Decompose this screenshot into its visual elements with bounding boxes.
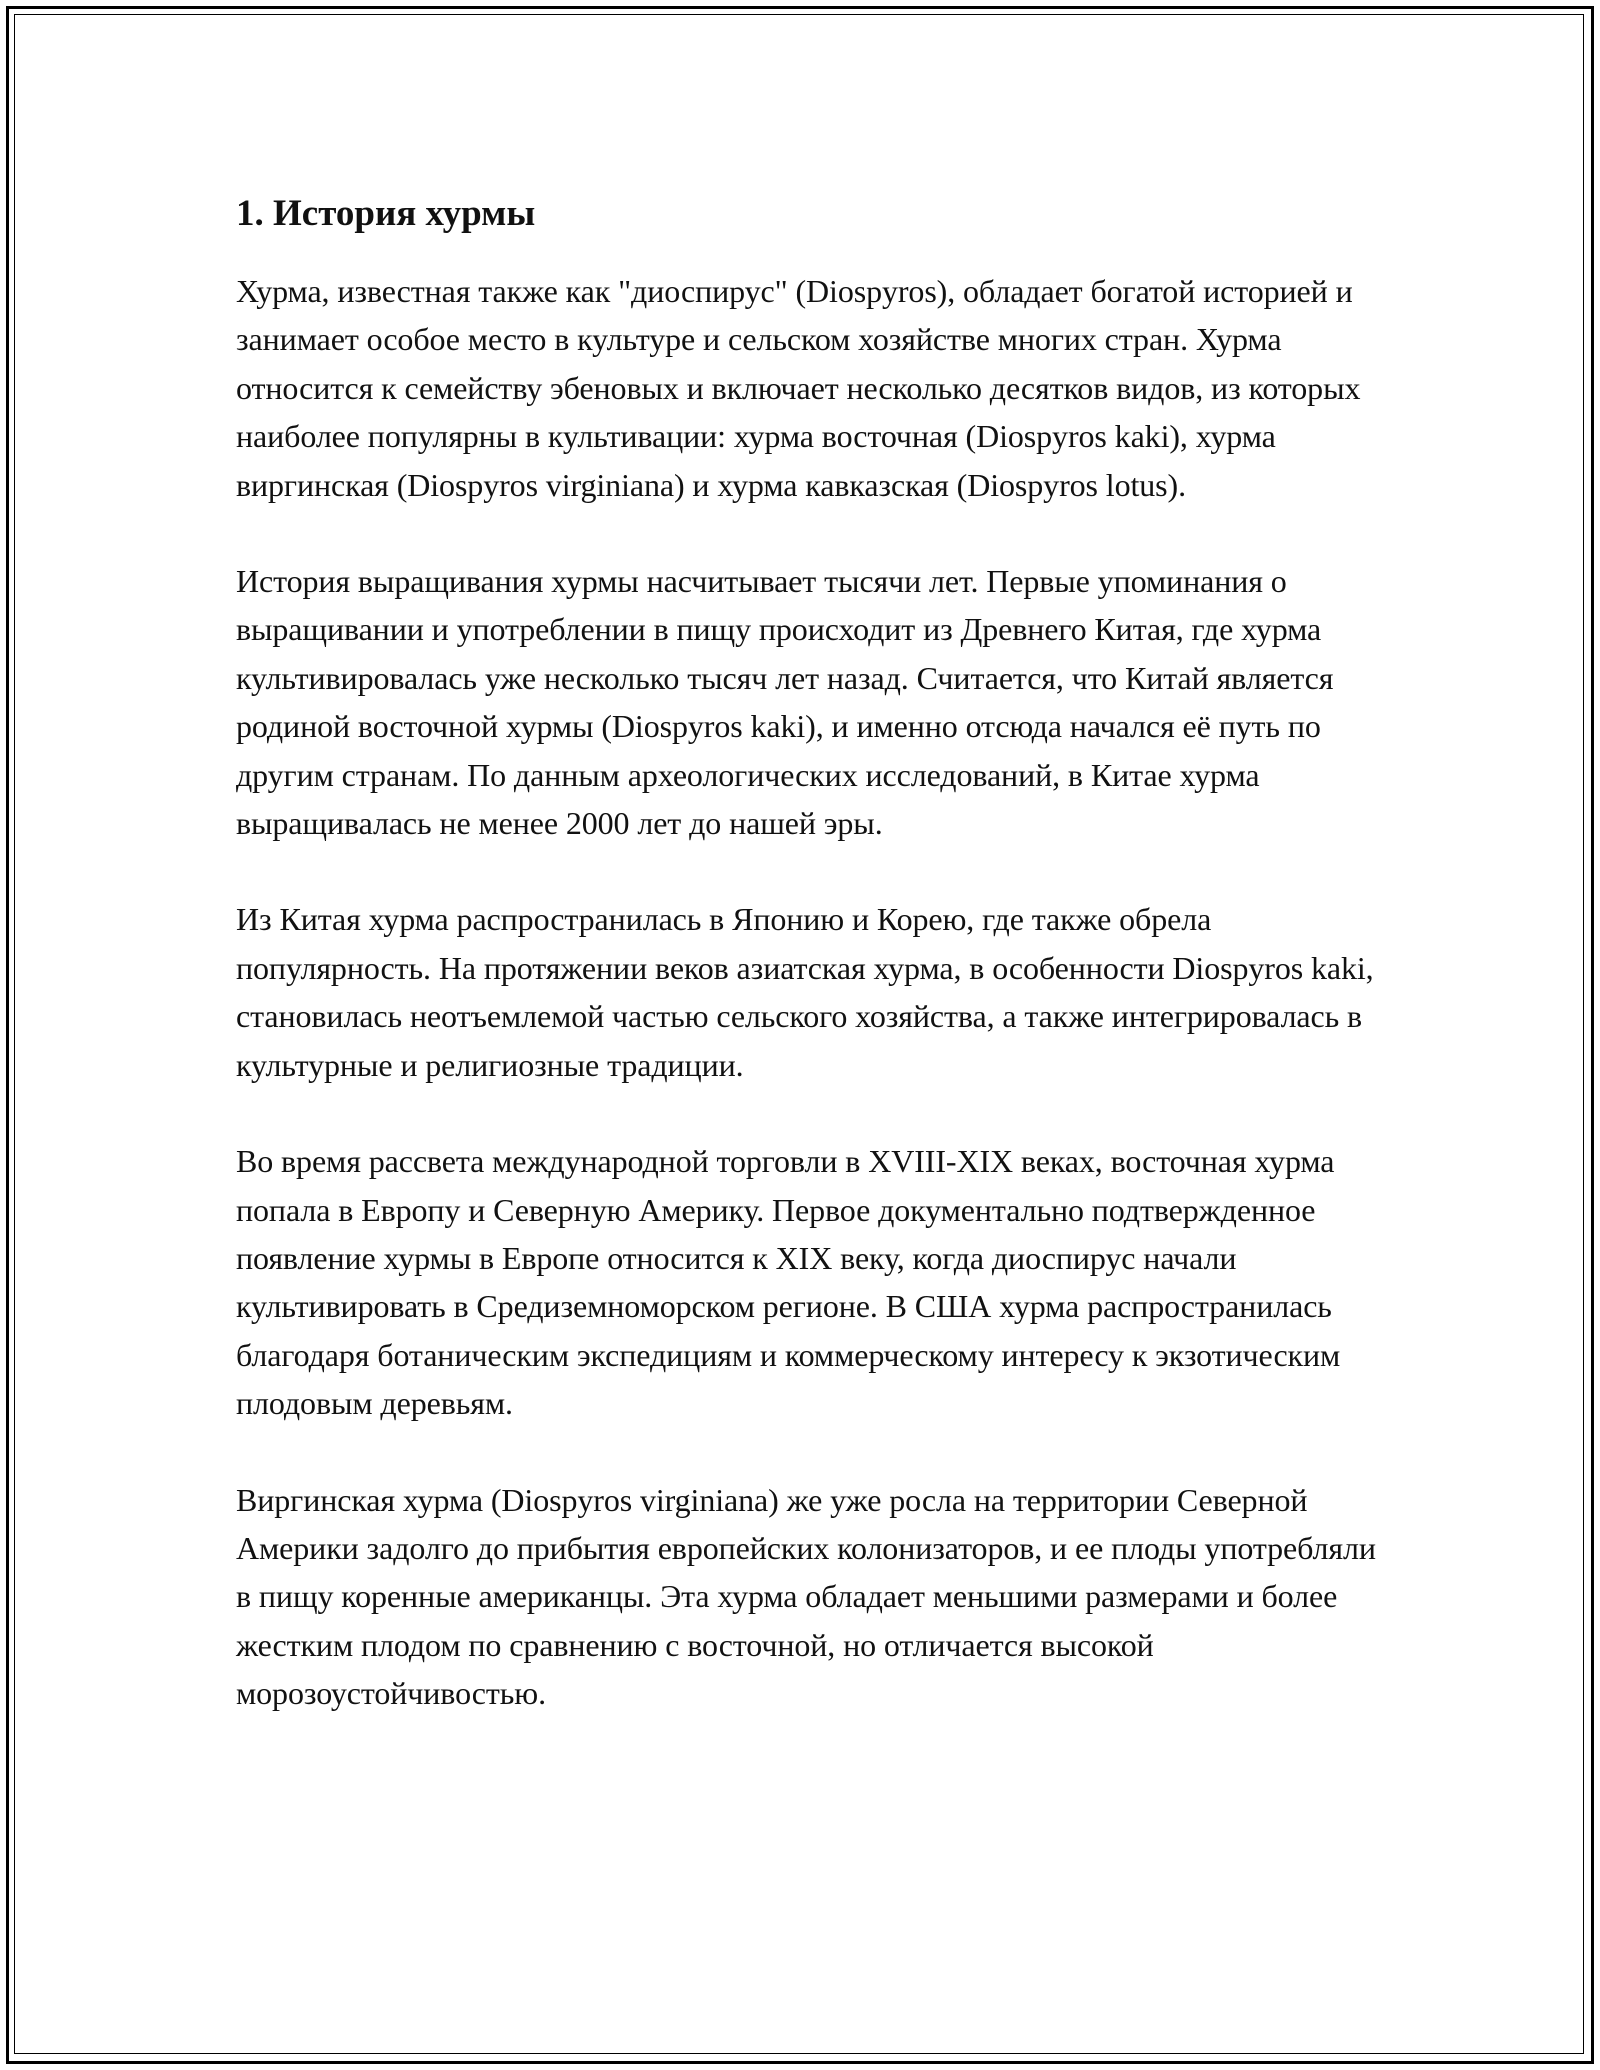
paragraph-5: Виргинская хурма (Diospyros virginiana) же уже росла на территории Северной Америки задолго до прибытия европейских колонизаторов, и ее плоды употребляли в пищу коренные американцы. Эта хурма обладает меньшими размерами и более жестким плодом по сравнению с восточной, но отличается высокой морозоустойчивостью. <box>236 1481 1376 1712</box>
paragraph-2: История выращивания хурмы насчитывает тысячи лет. Первые упоминания о выращивании и употреблении в пищу происходит из Древнего Китая, где хурма культивировалась уже несколько тысяч лет назад. Считается, что Китай является родиной восточной хурмы (Diospyros kaki), и именно отсюда начался её путь по другим странам. По данным археологических исследований, в Китае хурма выращивалась не менее 2000 лет до нашей эры. <box>236 563 1334 842</box>
paragraph-3: Из Китая хурма распространилась в Японию и Корею, где также обрела популярность. На протяжении веков азиатская хурма, в особенности Diospyros kaki, становилась неотъемлемой частью сельского хозяйства, а также интегрировалась в культурные и религиозные традиции. <box>236 901 1374 1083</box>
document-body <box>236 183 1376 1766</box>
paragraph-4: Во время рассвета международной торговли в XVIII-XIX веках, восточная хурма попала в Европу и Северную Америку. Первое документально подтвержденное появление хурмы в Европе относится к XIX веку, когда диоспирус начали культивировать в Средиземноморском регионе. В США хурма распространилась благодаря ботаническим экспедициям и коммерческому интересу к экзотическим плодовым деревьям. <box>236 1143 1341 1422</box>
section-heading: 1. История хурмы <box>236 193 536 234</box>
paragraph-1: Хурма, известная также как "диоспирус" (Diospyros), обладает богатой историей и занимает особое место в культуре и сельском хозяйстве многих стран. Хурма относится к семейству эбеновых и включает несколько десятков видов, из которых наиболее популярны в культивации: хурма восточная (Diospyros kaki), хурма виргинская (Diospyros virginiana) и хурма кавказская (Diospyros lotus). <box>236 273 1361 503</box>
